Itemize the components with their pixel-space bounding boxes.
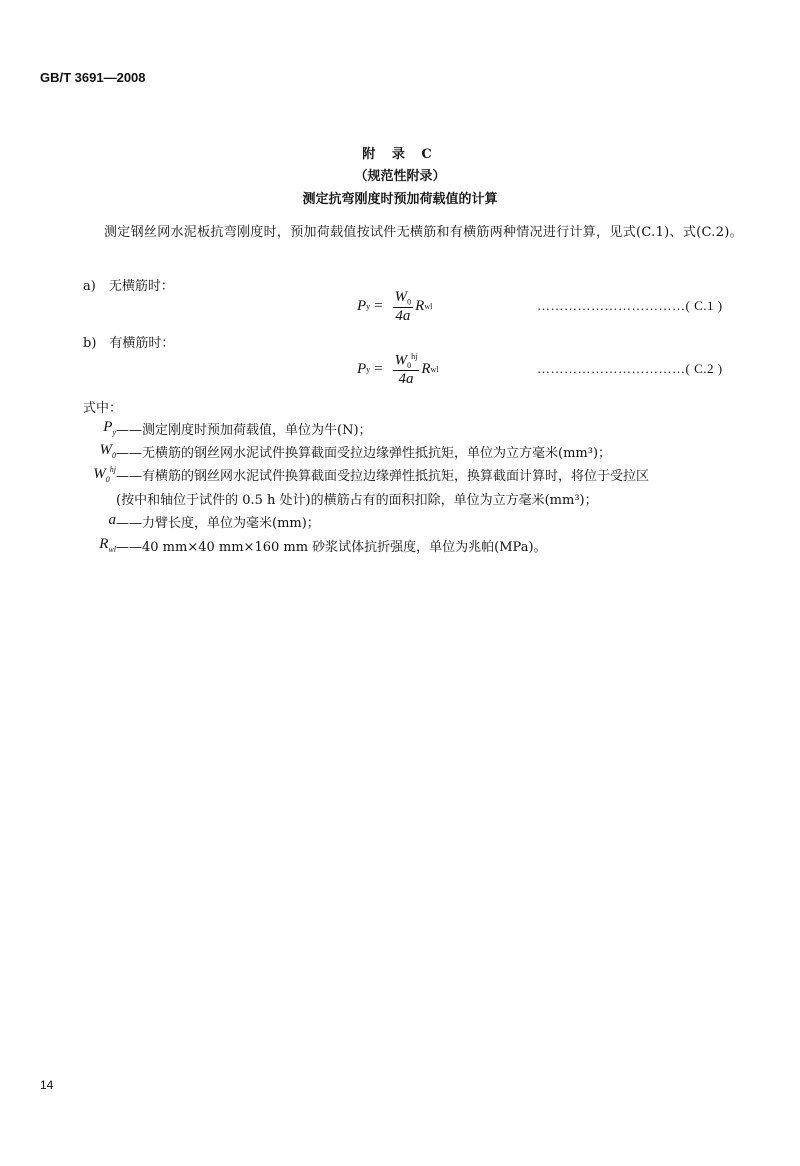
numerator-sup: hj bbox=[411, 352, 418, 361]
formula-r-sub: wl bbox=[424, 302, 433, 312]
formula-r: R bbox=[415, 298, 425, 315]
equation-number-c2 bbox=[537, 361, 723, 377]
formula-lhs-sub: y bbox=[366, 302, 371, 312]
formula-lhs: P bbox=[357, 298, 367, 315]
term-w0hj-continuation: (按中和轴位于试件的 0.5 h 处计)的横筋占有的面积扣除，单位为立方毫米(mm³)； bbox=[116, 493, 598, 508]
equals-sign: = bbox=[374, 298, 383, 315]
term-description: ——无横筋的钢丝网水泥试件换算截面受拉边缘弹性抵抗矩，单位为立方毫米(mm³)； bbox=[116, 446, 612, 461]
formula-r: R bbox=[421, 361, 431, 378]
term-symbol: P bbox=[103, 419, 113, 435]
leader-dots: …………………………… bbox=[537, 361, 686, 376]
term-sub: 0 bbox=[105, 475, 110, 484]
term-py bbox=[60, 419, 760, 438]
formula-lhs-sub: y bbox=[366, 365, 371, 375]
fraction bbox=[393, 289, 414, 325]
standard-header: GB/T 3691—2008 bbox=[40, 70, 146, 85]
case-a-label: a) 无横筋时： bbox=[83, 279, 174, 294]
term-symbol: R bbox=[99, 536, 109, 552]
term-w0 bbox=[60, 442, 760, 461]
fraction bbox=[393, 352, 420, 388]
appendix-title: 附 录 C bbox=[362, 147, 438, 162]
appendix-type: （规范性附录） bbox=[354, 169, 446, 184]
term-description: ——40 mm×40 mm×160 mm 砂浆试体抗折强度，单位为兆帕(MPa)。 bbox=[116, 540, 547, 555]
eqno-label: ( C.2 ) bbox=[685, 361, 723, 376]
equals-sign: = bbox=[374, 361, 383, 378]
case-b-label: b) 有横筋时： bbox=[83, 336, 175, 351]
term-symbol: W bbox=[93, 466, 106, 482]
term-rwl bbox=[60, 536, 760, 555]
term-description: ——有横筋的钢丝网水泥试件换算截面受拉边缘弹性抵抗矩，换算截面计算时，将位于受拉区 bbox=[116, 469, 650, 484]
denominator: 4a bbox=[398, 370, 414, 387]
numerator-sub: 0 bbox=[407, 360, 412, 370]
term-a bbox=[60, 512, 760, 531]
formula-r-sub: wl bbox=[430, 365, 439, 375]
numerator: W bbox=[394, 289, 408, 305]
equation-number-c1 bbox=[537, 298, 723, 314]
term-symbol: W bbox=[99, 442, 112, 458]
formula-c1 bbox=[357, 289, 432, 325]
term-sub: y bbox=[112, 428, 116, 437]
numerator-sub: 0 bbox=[407, 297, 412, 307]
where-label: 式中： bbox=[83, 401, 123, 416]
denominator: 4a bbox=[395, 307, 411, 324]
term-w0hj bbox=[60, 465, 760, 484]
term-symbol: a bbox=[108, 512, 116, 528]
page-number: 14 bbox=[40, 1078, 54, 1092]
formula-c2 bbox=[357, 352, 439, 388]
term-sup: hj bbox=[109, 465, 116, 474]
intro-paragraph: 测定钢丝网水泥板抗弯刚度时，预加荷载值按试件无横筋和有横筋两种情况进行计算，见式(C.1)、式(C.2)。 bbox=[104, 225, 743, 240]
numerator: W bbox=[394, 352, 408, 369]
appendix-subtitle: 测定抗弯刚度时预加荷载值的计算 bbox=[302, 192, 498, 207]
term-description: ——力臂长度，单位为毫米(mm)； bbox=[116, 516, 320, 531]
formula-lhs: P bbox=[357, 361, 367, 378]
term-description: ——测定刚度时预加荷载值，单位为牛(N)； bbox=[116, 423, 372, 438]
leader-dots: …………………………… bbox=[537, 298, 686, 313]
eqno-label: ( C.1 ) bbox=[685, 298, 723, 313]
term-sub: wl bbox=[108, 545, 116, 554]
term-sub: 0 bbox=[112, 451, 116, 460]
